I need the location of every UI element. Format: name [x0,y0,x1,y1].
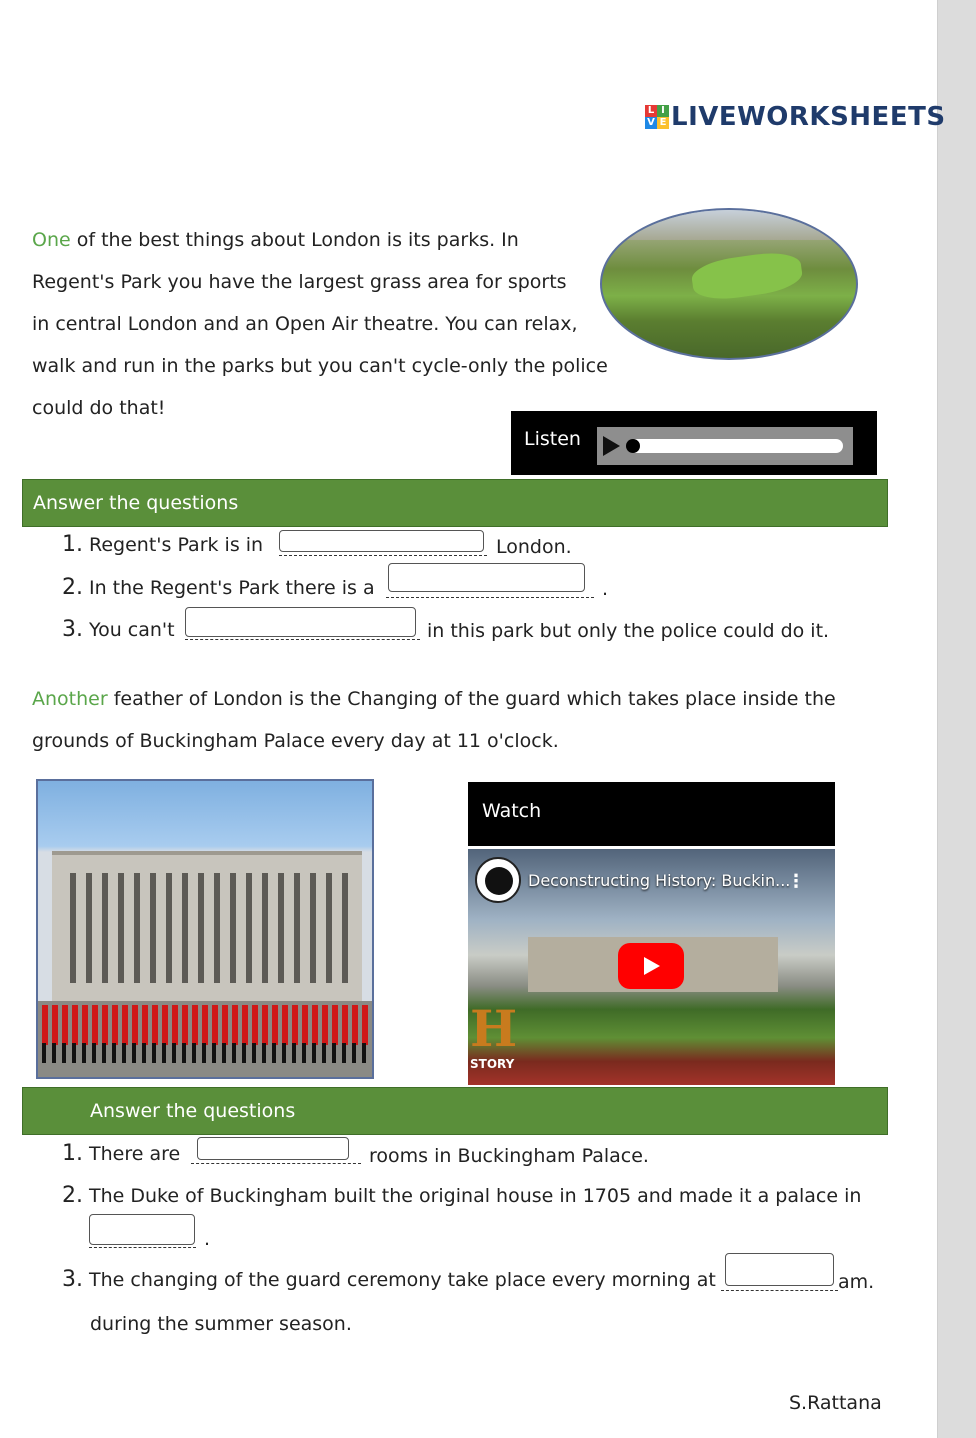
answer-questions-banner-1: Answer the questions [22,479,888,527]
lead-word: One [32,229,71,251]
answer-line-1-3 [185,639,420,640]
audio-controls [597,427,853,465]
question-2-3-after: am. [838,1271,875,1293]
question-2-2: 2. The Duke of Buckingham built the original house in 1705 and made it a palace in [62,1183,862,1208]
paragraph-parks-line-5: could do that! [32,397,166,419]
question-1-2-after: . [602,578,609,600]
question-1-1-after: London. [496,536,572,558]
audio-seek-knob[interactable] [626,439,640,453]
answer-input-2-3[interactable] [725,1253,834,1286]
answer-line-2-1 [191,1163,361,1164]
globe-icon[interactable] [475,857,521,903]
watch-header [468,782,835,846]
question-1-3-after: in this park but only the police could do it. [427,620,830,642]
author-signature: S.Rattana [789,1392,882,1414]
paragraph-guard-line-2: grounds of Buckingham Palace every day at 11 o'clock. [32,730,559,752]
palace-guards-legs [42,1043,372,1063]
answer-input-1-3[interactable] [185,607,416,637]
lead-word-2: Another [32,688,108,710]
youtube-play-button[interactable] [618,943,684,989]
paragraph-parks-line-1: One of the best things about London is its parks. In [32,229,519,251]
question-2-3-line-2: during the summer season. [90,1313,352,1335]
aerial-grass [690,249,804,304]
answer-input-2-2[interactable] [89,1214,195,1245]
answer-input-1-2[interactable] [388,563,585,592]
paragraph-parks-line-4: walk and run in the parks but you can't cycle-only the police [32,355,608,377]
video-title[interactable]: Deconstructing History: Buckin... [528,871,791,890]
answer-line-1-1 [279,555,487,556]
audio-player [511,411,877,475]
watch-label: Watch [482,800,542,822]
question-1-3: 3. You can't [62,617,175,642]
palace-windows [60,873,354,983]
question-1-1: 1. Regent's Park is in [62,532,264,557]
history-channel-logo: H [470,999,518,1058]
history-channel-sublabel: STORY [470,1057,515,1071]
logo-mark-icon: L I V E [645,105,669,129]
audio-progress-track[interactable] [627,439,843,453]
answer-input-2-1[interactable] [197,1137,349,1160]
paragraph-parks-line-2: Regent's Park you have the largest grass area for sports [32,271,567,293]
liveworksheets-logo[interactable] [645,103,946,131]
palace-guards [42,1005,372,1045]
paragraph-guard-line-1: Another feather of London is the Changing of the guard which takes place inside the [32,688,836,710]
page-scrollbar[interactable] [937,0,976,1438]
question-2-2-after: . [204,1228,211,1250]
aerial-city [602,210,856,240]
question-1-2: 2. In the Regent's Park there is a [62,575,375,600]
listen-label: Listen [524,428,581,450]
question-2-1-after: rooms in Buckingham Palace. [369,1145,649,1167]
logo-text: LIVEWORKSHEETS [671,102,946,132]
regents-park-aerial-image [600,208,858,360]
answer-line-1-2 [386,597,594,598]
answer-input-1-1[interactable] [279,530,484,552]
buckingham-palace-image [36,779,374,1079]
question-2-1: 1. There are [62,1141,181,1166]
play-icon[interactable] [603,436,620,456]
question-2-3: 3. The changing of the guard ceremony take place every morning at [62,1267,716,1292]
answer-questions-banner-2: Answer the questions [22,1087,888,1135]
answer-line-2-2 [89,1247,196,1248]
more-options-icon[interactable]: ⋮ [787,871,805,892]
answer-line-2-3 [721,1290,838,1291]
paragraph-parks-line-3: in central London and an Open Air theatre. You can relax, [32,313,578,335]
youtube-video-embed[interactable] [468,849,835,1085]
